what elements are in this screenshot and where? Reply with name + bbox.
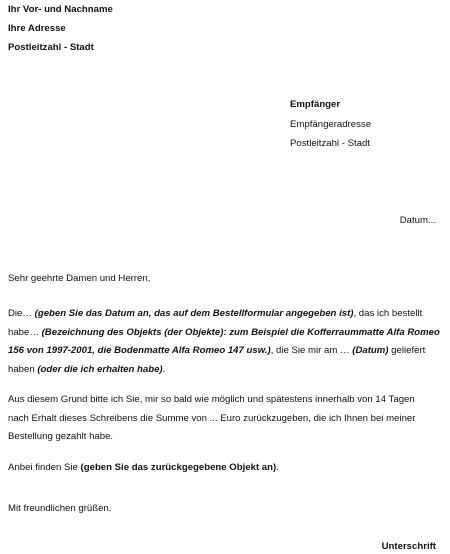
paragraph-refund-request xyxy=(8,391,436,447)
recipient-city: Postleitzahl - Stadt xyxy=(290,138,370,149)
text: habe… xyxy=(8,326,42,338)
text: . xyxy=(276,462,279,473)
paragraph-line xyxy=(8,459,436,478)
recipient-address: Empfängeradresse xyxy=(290,119,372,130)
paragraph-line xyxy=(8,361,436,380)
salutation: Sehr geehrte Damen und Herren, xyxy=(8,273,151,284)
paragraph-line: nach Erhalt dieses Schreibens die Summe von ... Euro zurückzugeben, die ich Ihnen bei meiner xyxy=(8,412,416,424)
sender-city: Postleitzahl - Stadt xyxy=(8,42,94,53)
placeholder-object-description-cont: 156 von 1997-2001, die Bodenmatte Alfa Romeo 147 usw.) xyxy=(8,345,271,356)
paragraph-line: Bestellung gezahlt habe. xyxy=(8,431,114,442)
paragraph-order-details xyxy=(8,305,440,379)
recipient-title: Empfänger xyxy=(290,99,341,110)
sender-name: Ihr Vor- und Nachname xyxy=(8,4,113,15)
text: Die… xyxy=(8,308,35,319)
placeholder-received: (oder die ich erhalten habe) xyxy=(37,363,163,375)
paragraph-line xyxy=(8,324,440,343)
text: . xyxy=(162,363,166,375)
text: , die Sie mir am … xyxy=(270,345,353,356)
paragraph-enclosure xyxy=(8,459,436,478)
letter-date: Datum... xyxy=(399,215,436,226)
placeholder-returned-object: (geben Sie das zurückgegebene Objekt an) xyxy=(80,462,277,473)
sender-address: Ihre Adresse xyxy=(8,23,66,34)
placeholder-order-date: (geben Sie das Datum an, das auf dem Bestellformular angegeben ist) xyxy=(34,308,354,319)
paragraph-line xyxy=(8,305,436,324)
paragraph-line: Aus diesem Grund bitte ich Sie, mir so bald wie möglich und spätestens innerhalb von 14 Tagen xyxy=(8,394,415,405)
placeholder-delivery-date: (Datum) xyxy=(352,345,389,356)
placeholder-object-description: (Bezeichnung des Objekts (der Objekte): zum Beispiel die Kofferraummatte Alfa Romeo xyxy=(41,326,440,338)
text: geliefert xyxy=(388,345,426,356)
text: , das ich bestellt xyxy=(353,308,423,319)
text: Anbei finden Sie xyxy=(8,462,81,473)
text: haben xyxy=(8,363,38,375)
closing: Mit freundlichen grüßen. xyxy=(8,503,112,514)
signature: Unterschrift xyxy=(381,541,436,552)
paragraph-line xyxy=(8,342,436,361)
